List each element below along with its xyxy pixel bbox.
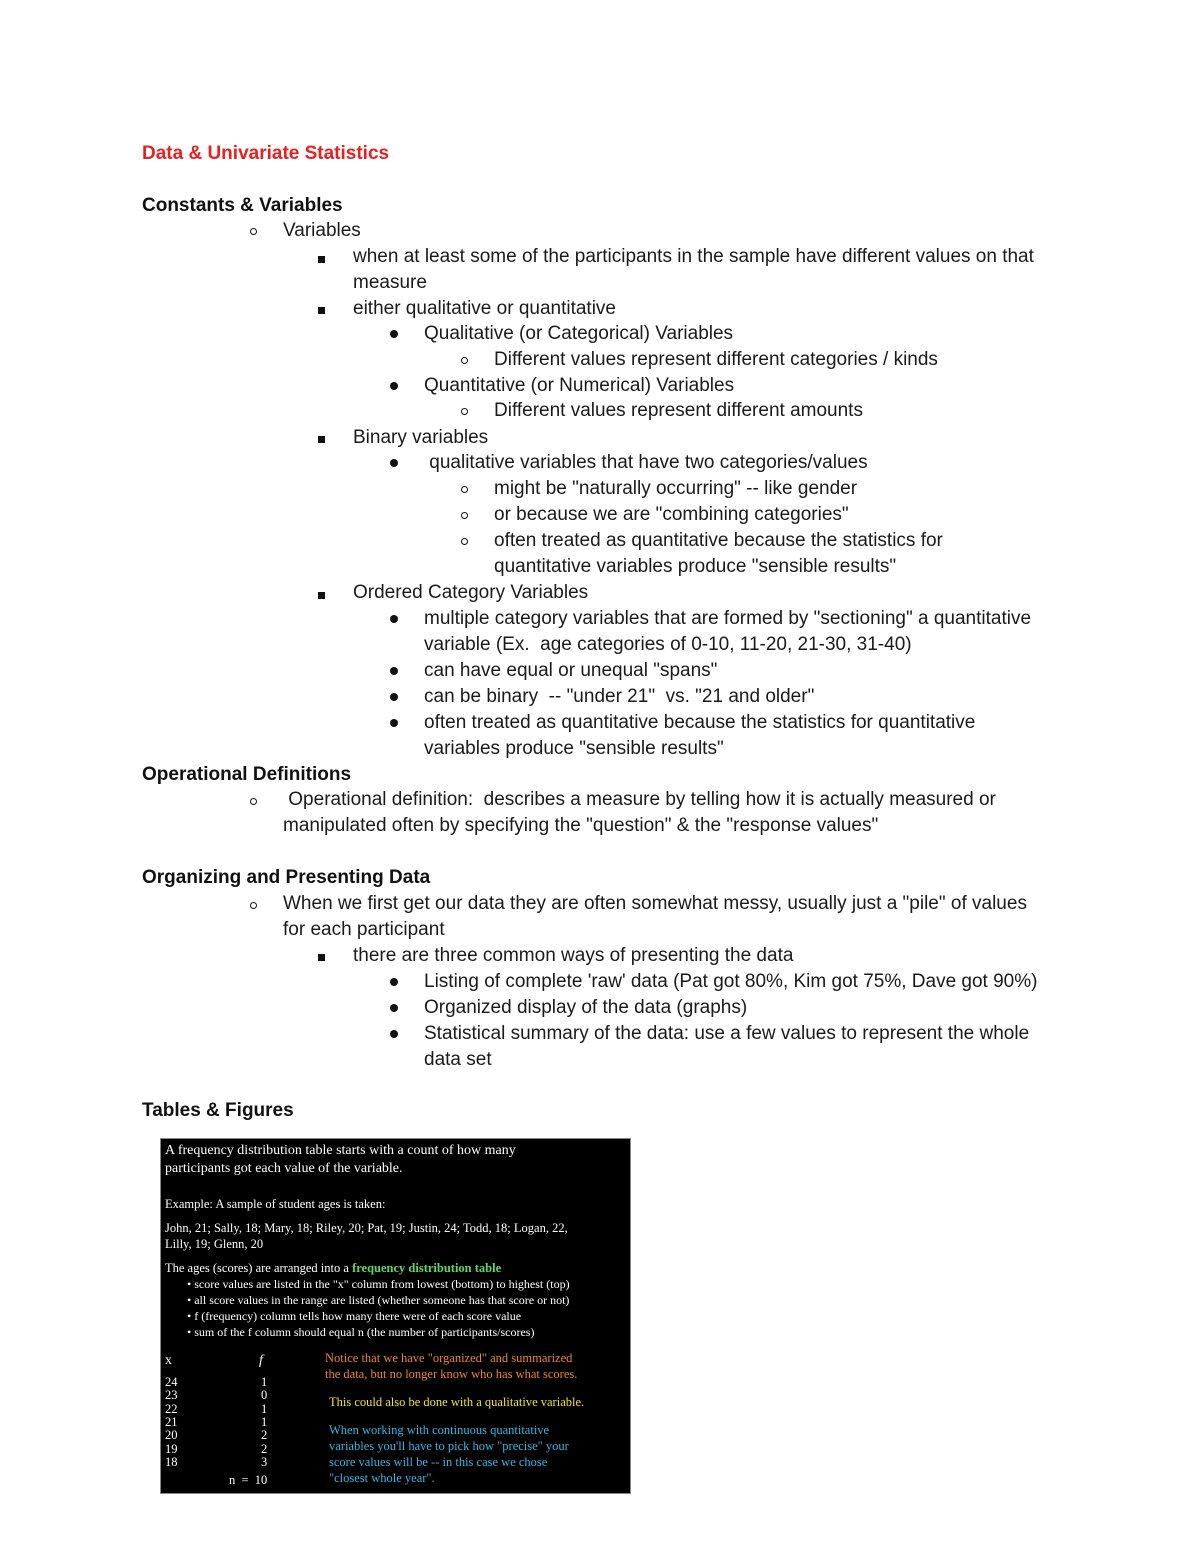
circle-bullet-icon xyxy=(461,512,468,519)
section-heading-constants: Constants & Variables xyxy=(142,195,343,216)
section-heading-operational: Operational Definitions xyxy=(142,764,352,785)
list-item: or because we are "combining categories" xyxy=(494,504,849,525)
list-item-continued: variables produce "sensible results" xyxy=(424,738,724,759)
figure-names-line: John, 21; Sally, 18; Mary, 18; Riley, 20; Pat, 19; Justin, 24; Todd, 18; Logan, 22, xyxy=(165,1221,568,1235)
figure-note-orange: the data, but no longer know who has what scores. xyxy=(325,1367,578,1381)
figure-arranged-line xyxy=(165,1261,501,1277)
figure-note-cyan: "closest whole year". xyxy=(329,1471,435,1485)
figure-note-cyan: variables you'll have to pick how "precise" your xyxy=(329,1439,569,1453)
list-item: Quantitative (or Numerical) Variables xyxy=(424,375,735,396)
list-item: Statistical summary of the data: use a few values to represent the whole xyxy=(424,1023,1030,1044)
circle-bullet-icon xyxy=(250,228,257,235)
circle-bullet-icon xyxy=(461,357,468,364)
list-item-continued: variable (Ex. age categories of 0-10, 11-20, 21-30, 31-40) xyxy=(424,634,912,655)
table-cell-f: 3 xyxy=(261,1454,268,1469)
figure-intro-line: participants got each value of the variable. xyxy=(165,1161,403,1176)
figure-arranged-text: The ages (scores) are arranged into a xyxy=(165,1261,353,1275)
figure-note-orange: Notice that we have "organized" and summarized xyxy=(325,1351,573,1365)
figure-names-line: Lilly, 19; Glenn, 20 xyxy=(165,1237,264,1251)
list-item-continued: for each participant xyxy=(283,919,445,940)
table-header-x: x xyxy=(165,1353,172,1368)
list-item: Operational definition: describes a measure by telling how it is actually measured or xyxy=(283,789,996,810)
square-bullet-icon xyxy=(318,307,325,314)
table-total-n: n = 10 xyxy=(229,1473,268,1487)
dot-bullet-icon xyxy=(390,978,398,986)
list-item: when at least some of the participants in the sample have different values on that xyxy=(353,246,1034,267)
list-item: Different values represent different amounts xyxy=(494,400,863,421)
list-item: often treated as quantitative because the statistics for quantitative xyxy=(424,712,976,733)
list-item-continued: measure xyxy=(353,272,427,293)
frequency-table-figure xyxy=(160,1138,631,1494)
list-item: Qualitative (or Categorical) Variables xyxy=(424,323,734,344)
figure-point: • f (frequency) column tells how many there were of each score value xyxy=(187,1309,522,1323)
list-item: Organized display of the data (graphs) xyxy=(424,997,748,1018)
table-cell-x: 21 xyxy=(165,1414,178,1429)
list-item-continued: data set xyxy=(424,1049,492,1070)
dot-bullet-icon xyxy=(390,667,398,675)
dot-bullet-icon xyxy=(390,1030,398,1038)
circle-bullet-icon xyxy=(461,408,468,415)
section-heading-tables: Tables & Figures xyxy=(142,1100,294,1121)
figure-point: • all score values in the range are listed (whether someone has that score or not) xyxy=(187,1293,570,1307)
list-item: qualitative variables that have two categories/values xyxy=(424,452,868,473)
table-cell-f: 0 xyxy=(261,1388,268,1403)
document-title: Data & Univariate Statistics xyxy=(142,143,390,164)
circle-bullet-icon xyxy=(461,538,468,545)
circle-bullet-icon xyxy=(250,798,257,805)
list-item: either qualitative or quantitative xyxy=(353,298,616,319)
table-cell-x: 20 xyxy=(165,1428,178,1443)
table-cell-f: 1 xyxy=(261,1375,268,1389)
list-item: Variables xyxy=(283,220,361,241)
square-bullet-icon xyxy=(318,954,325,961)
square-bullet-icon xyxy=(318,256,325,263)
list-item: often treated as quantitative because the statistics for xyxy=(494,530,943,551)
list-item: Listing of complete 'raw' data (Pat got 80%, Kim got 75%, Dave got 90%) xyxy=(424,971,1038,992)
table-cell-x: 19 xyxy=(165,1441,178,1456)
section-heading-organizing: Organizing and Presenting Data xyxy=(142,867,431,888)
figure-note-cyan: score values will be -- in this case we chose xyxy=(329,1455,548,1469)
figure-example-line: Example: A sample of student ages is taken: xyxy=(165,1197,386,1211)
table-cell-f: 2 xyxy=(261,1428,268,1443)
dot-bullet-icon xyxy=(390,719,398,727)
table-header-f: f xyxy=(259,1353,263,1368)
dot-bullet-icon xyxy=(390,1004,398,1012)
table-cell-f: 1 xyxy=(261,1401,268,1416)
table-cell-f: 1 xyxy=(261,1414,268,1429)
table-cell-f: 2 xyxy=(261,1441,268,1456)
list-item-continued: manipulated often by specifying the "question" & the "response values" xyxy=(283,815,879,836)
table-cell-x: 22 xyxy=(165,1401,178,1416)
list-item: can have equal or unequal "spans" xyxy=(424,660,718,681)
figure-intro-line: A frequency distribution table starts with a count of how many xyxy=(165,1143,516,1158)
list-item: might be "naturally occurring" -- like gender xyxy=(494,478,858,499)
list-item: When we first get our data they are often somewhat messy, usually just a "pile" of values xyxy=(283,893,1027,914)
dot-bullet-icon xyxy=(390,615,398,623)
list-item: Different values represent different categories / kinds xyxy=(494,349,938,370)
figure-arranged-highlight: frequency distribution table xyxy=(352,1261,502,1275)
square-bullet-icon xyxy=(318,436,325,443)
dot-bullet-icon xyxy=(390,693,398,701)
figure-point: • score values are listed in the "x" column from lowest (bottom) to highest (top) xyxy=(187,1277,570,1291)
list-item: can be binary -- "under 21" vs. "21 and older" xyxy=(424,686,815,707)
list-item: Ordered Category Variables xyxy=(353,582,589,603)
figure-note-cyan: When working with continuous quantitative xyxy=(329,1423,550,1437)
figure-note-yellow: This could also be done with a qualitative variable. xyxy=(329,1395,585,1409)
square-bullet-icon xyxy=(318,592,325,599)
table-cell-x: 24 xyxy=(165,1375,178,1389)
figure-point: • sum of the f column should equal n (the number of participants/scores) xyxy=(187,1325,535,1339)
list-item-continued: quantitative variables produce "sensible results" xyxy=(494,556,897,577)
dot-bullet-icon xyxy=(390,382,398,390)
list-item: there are three common ways of presenting the data xyxy=(353,945,794,966)
list-item: multiple category variables that are formed by "sectioning" a quantitative xyxy=(424,608,1032,629)
table-cell-x: 23 xyxy=(165,1388,178,1403)
table-cell-x: 18 xyxy=(165,1454,178,1469)
list-item: Binary variables xyxy=(353,427,489,448)
dot-bullet-icon xyxy=(390,459,398,467)
dot-bullet-icon xyxy=(390,330,398,338)
circle-bullet-icon xyxy=(250,902,257,909)
circle-bullet-icon xyxy=(461,486,468,493)
